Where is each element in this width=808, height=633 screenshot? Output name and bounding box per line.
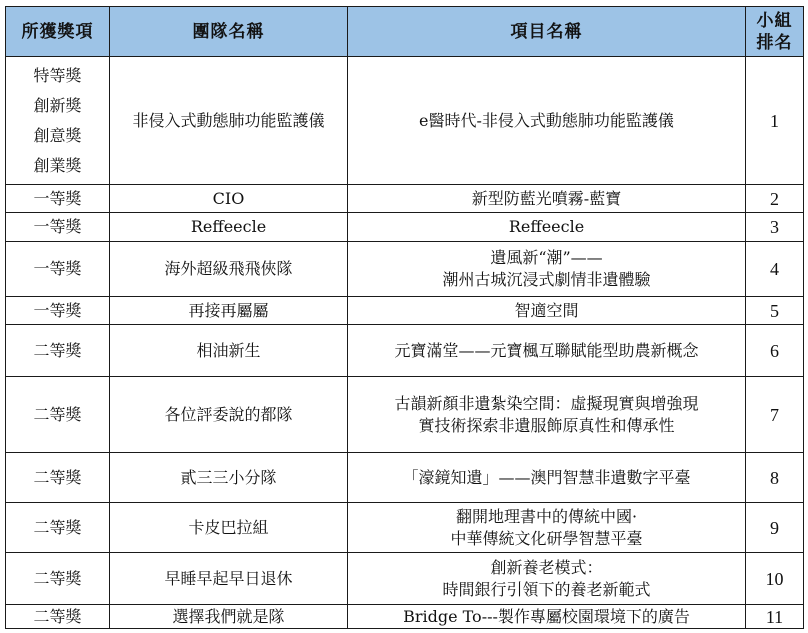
project-text: 時間銀行引領下的養老新範式 bbox=[442, 579, 651, 599]
team-cell: 海外超級飛飛俠隊 bbox=[110, 242, 348, 297]
award-cell: 一等獎 bbox=[6, 242, 110, 297]
rank-cell: 8 bbox=[746, 453, 804, 503]
rank-cell: 5 bbox=[746, 297, 804, 325]
header-team: 團隊名稱 bbox=[110, 7, 348, 57]
rank-cell: 1 bbox=[746, 57, 804, 185]
award-text: 特等獎 bbox=[33, 65, 82, 85]
project-cell bbox=[348, 605, 746, 629]
project-text: 實技術探索非遺服飾原真性和傳承性 bbox=[418, 415, 675, 435]
header-rank bbox=[746, 7, 804, 57]
project-cell bbox=[348, 377, 746, 453]
team-cell: Reffeecle bbox=[110, 213, 348, 242]
project-cell bbox=[348, 185, 746, 213]
rank-cell: 2 bbox=[746, 185, 804, 213]
team-cell: 相油新生 bbox=[110, 325, 348, 377]
rank-cell: 10 bbox=[746, 553, 804, 605]
project-cell bbox=[348, 57, 746, 185]
award-cell: 一等獎 bbox=[6, 297, 110, 325]
project-text: 遺風新“潮”—— bbox=[490, 248, 603, 267]
project-cell bbox=[348, 325, 746, 377]
project-cell bbox=[348, 213, 746, 242]
rank-cell: 6 bbox=[746, 325, 804, 377]
award-cell: 二等獎 bbox=[6, 503, 110, 553]
rank-cell: 7 bbox=[746, 377, 804, 453]
rank-cell: 11 bbox=[746, 605, 804, 629]
project-text: 元寶滿堂——元寶楓互聯賦能型助農新概念 bbox=[394, 340, 699, 360]
table-row bbox=[6, 325, 804, 377]
table-row bbox=[6, 297, 804, 325]
project-text: Reffeecle bbox=[508, 217, 585, 236]
award-cell: 一等獎 bbox=[6, 213, 110, 242]
team-cell: 選擇我們就是隊 bbox=[110, 605, 348, 629]
award-text: 創意獎 bbox=[33, 125, 82, 145]
team-cell: 卡皮巴拉組 bbox=[110, 503, 348, 553]
rank-cell: 3 bbox=[746, 213, 804, 242]
team-cell: 貳三三小分隊 bbox=[110, 453, 348, 503]
awards-table bbox=[5, 6, 804, 629]
table-row bbox=[6, 57, 804, 185]
table-row bbox=[6, 605, 804, 629]
table-row bbox=[6, 553, 804, 605]
project-text: 中華傳統文化研學智慧平臺 bbox=[450, 528, 643, 548]
team-cell: 非侵入式動態肺功能監護儀 bbox=[110, 57, 348, 185]
project-cell bbox=[348, 297, 746, 325]
award-text: 創業獎 bbox=[33, 155, 82, 175]
project-text: 潮州古城沉浸式劇情非遺體驗 bbox=[442, 270, 651, 289]
project-cell bbox=[348, 242, 746, 297]
table-row bbox=[6, 503, 804, 553]
award-cell: 二等獎 bbox=[6, 453, 110, 503]
header-rank-line1: 小組 bbox=[756, 10, 793, 31]
award-cell: 二等獎 bbox=[6, 325, 110, 377]
award-cell: 二等獎 bbox=[6, 553, 110, 605]
project-text: Bridge To---製作專屬校園環境下的廣告 bbox=[403, 606, 690, 626]
header-award: 所獲獎項 bbox=[6, 7, 110, 57]
team-cell: 早睡早起早日退休 bbox=[110, 553, 348, 605]
award-cell: 一等獎 bbox=[6, 185, 110, 213]
project-text: 新型防藍光噴霧-藍寶 bbox=[471, 188, 622, 208]
award-cell: 二等獎 bbox=[6, 605, 110, 629]
project-cell bbox=[348, 503, 746, 553]
project-text: 翻開地理書中的傳統中國· bbox=[455, 506, 638, 526]
table-row bbox=[6, 377, 804, 453]
table-row bbox=[6, 213, 804, 242]
header-row bbox=[6, 7, 804, 57]
team-cell: 各位評委說的都隊 bbox=[110, 377, 348, 453]
project-text: 智適空間 bbox=[514, 300, 579, 320]
table-row bbox=[6, 185, 804, 213]
project-cell bbox=[348, 453, 746, 503]
team-cell: 再接再屬屬 bbox=[110, 297, 348, 325]
project-text: 古韻新顏非遺紮染空間：虛擬現實與增強現 bbox=[394, 393, 699, 413]
team-cell: CIO bbox=[110, 185, 348, 213]
project-text: e醫時代-非侵入式動態肺功能監護儀 bbox=[419, 110, 674, 130]
award-cell bbox=[6, 57, 110, 185]
header-project: 項目名稱 bbox=[348, 7, 746, 57]
project-cell bbox=[348, 553, 746, 605]
rank-cell: 9 bbox=[746, 503, 804, 553]
award-cell: 二等獎 bbox=[6, 377, 110, 453]
table-row bbox=[6, 453, 804, 503]
project-text: 創新養老模式： bbox=[490, 557, 603, 577]
table-row bbox=[6, 242, 804, 297]
header-rank-line2: 排名 bbox=[756, 32, 793, 53]
project-text: 「濠鏡知遺」——澳門智慧非遺數字平臺 bbox=[402, 467, 691, 487]
award-text: 創新獎 bbox=[33, 95, 82, 115]
rank-cell: 4 bbox=[746, 242, 804, 297]
